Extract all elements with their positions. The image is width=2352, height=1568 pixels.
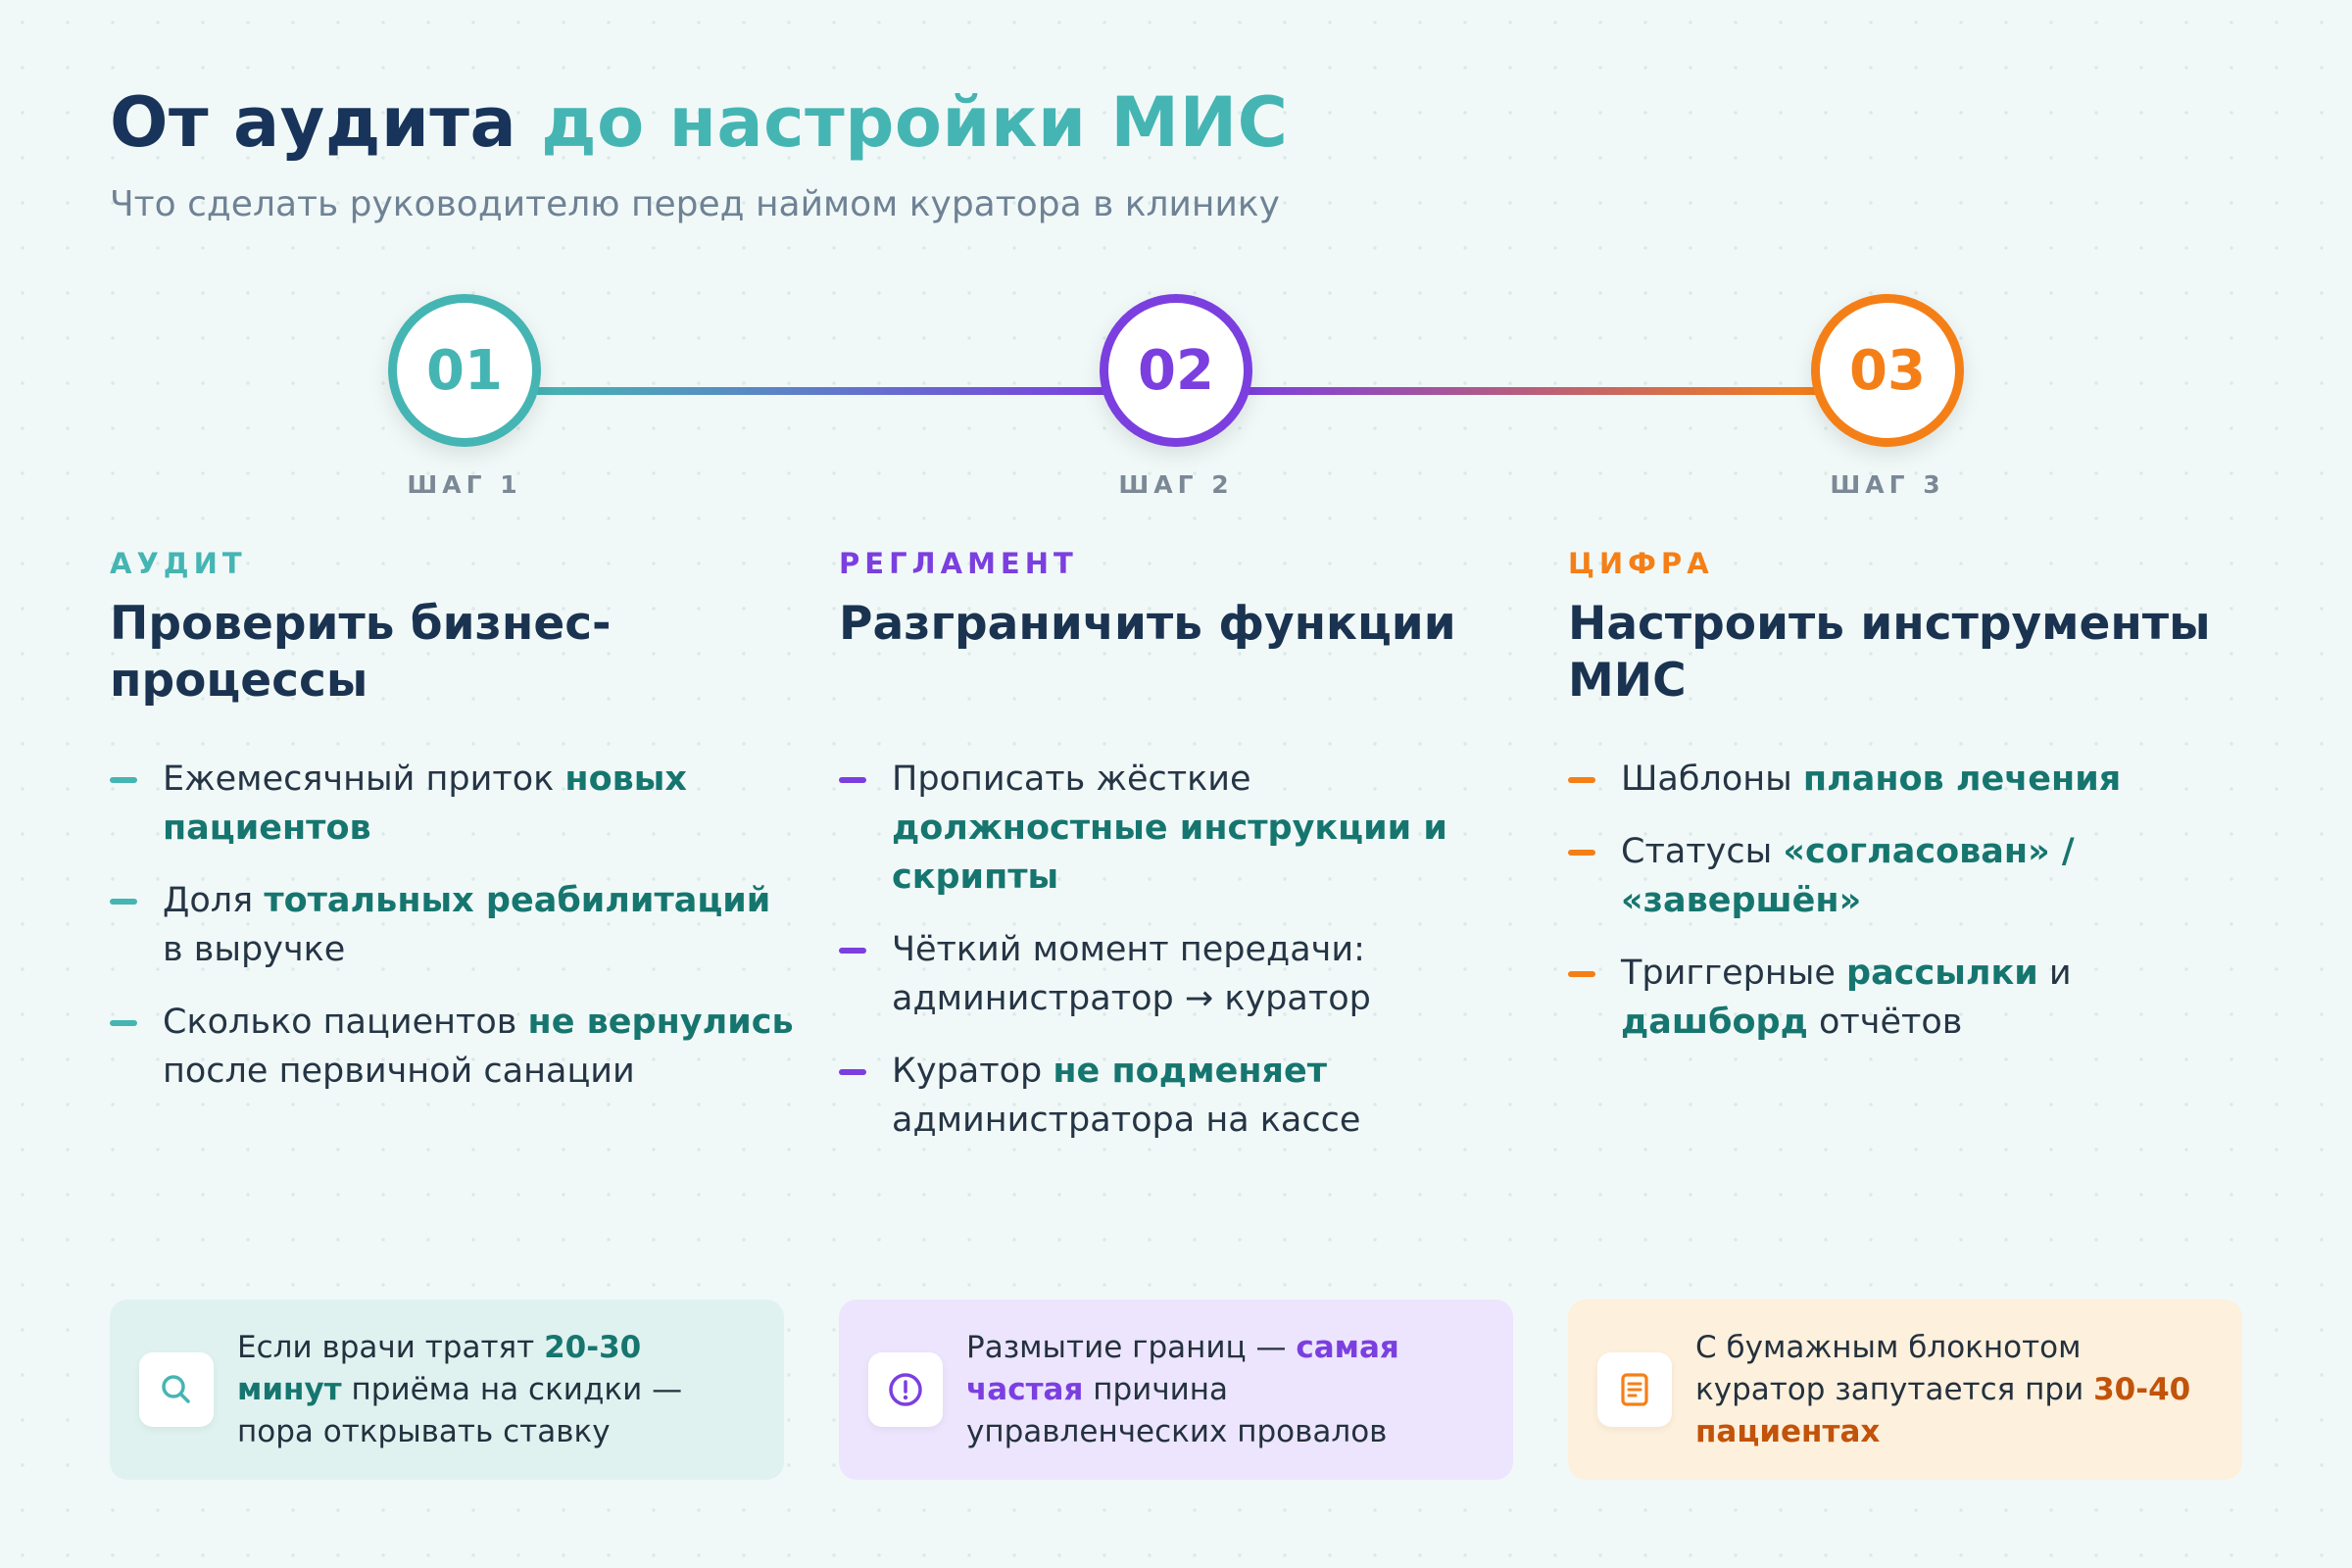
dash-icon bbox=[1568, 777, 1595, 783]
heading-line-1: Настроить инструменты bbox=[1568, 597, 2211, 651]
heading-line-1: Проверить бизнес- bbox=[110, 597, 612, 651]
list-item: Доля тотальных реабилитаций в выручке bbox=[110, 876, 796, 974]
list-item: Триггерные рассылки и дашборд отчётов bbox=[1568, 949, 2254, 1047]
steps-timeline bbox=[0, 294, 2352, 510]
list-item: Шаблоны планов лечения bbox=[1568, 755, 2254, 804]
dash-icon bbox=[1568, 850, 1595, 856]
tip-card-2 bbox=[839, 1299, 1513, 1480]
page-subtitle: Что сделать руководителю перед наймом куратора в клинику bbox=[110, 184, 1280, 224]
bullet-list bbox=[839, 755, 1525, 1145]
column-kicker: АУДИТ bbox=[110, 547, 247, 580]
list-item: Ежемесячный приток новых пациентов bbox=[110, 755, 796, 853]
page-title bbox=[110, 82, 1289, 163]
column-heading bbox=[839, 596, 1525, 710]
connector-segment-2 bbox=[1245, 387, 1819, 395]
step-circle-1 bbox=[388, 294, 541, 447]
title-main: От аудита bbox=[110, 82, 517, 163]
dash-icon bbox=[839, 948, 866, 954]
alert-circle-icon bbox=[868, 1352, 943, 1427]
column-heading bbox=[1568, 596, 2254, 710]
column-audit bbox=[110, 547, 796, 1119]
bullet-list bbox=[1568, 755, 2254, 1047]
card-text: С бумажным блокнотом куратор запутается при 30-40 пациентах bbox=[1695, 1329, 2191, 1449]
document-icon bbox=[1597, 1352, 1672, 1427]
list-item: Чёткий момент передачи: администратор → куратор bbox=[839, 925, 1525, 1023]
list-item: Сколько пациентов не вернулись после первичной санации bbox=[110, 998, 796, 1096]
dash-icon bbox=[1568, 971, 1595, 977]
step-number-2: 02 bbox=[1138, 338, 1214, 403]
column-kicker: ЦИФРА bbox=[1568, 547, 1714, 580]
step-circle-2 bbox=[1100, 294, 1252, 447]
dash-icon bbox=[110, 1020, 137, 1026]
heading-line-2: МИС bbox=[1568, 654, 1687, 708]
step-number-1: 01 bbox=[426, 338, 503, 403]
card-text: Размытие границ — самая частая причина управленческих провалов bbox=[966, 1329, 1399, 1449]
tip-card-3 bbox=[1568, 1299, 2242, 1480]
dash-icon bbox=[110, 777, 137, 783]
bullet-list bbox=[110, 755, 796, 1096]
step-circle-3 bbox=[1811, 294, 1964, 447]
step-label-1: ШАГ 1 bbox=[407, 470, 522, 499]
heading-line-2 bbox=[839, 653, 1525, 710]
step-number-3: 03 bbox=[1849, 338, 1926, 403]
search-icon bbox=[139, 1352, 214, 1427]
dash-icon bbox=[839, 1069, 866, 1075]
column-kicker: РЕГЛАМЕНТ bbox=[839, 547, 1078, 580]
list-item: Прописать жёсткие должностные инструкции и скрипты bbox=[839, 755, 1525, 902]
heading-line-2: процессы bbox=[110, 654, 368, 708]
connector-segment-1 bbox=[534, 387, 1108, 395]
tip-card-1 bbox=[110, 1299, 784, 1480]
list-item: Статусы «согласован» / «завершён» bbox=[1568, 827, 2254, 925]
step-label-2: ШАГ 2 bbox=[1118, 470, 1234, 499]
step-label-3: ШАГ 3 bbox=[1830, 470, 1945, 499]
list-item: Куратор не подменяет администратора на кассе bbox=[839, 1047, 1525, 1145]
column-reglament bbox=[839, 547, 1525, 1168]
column-cifra bbox=[1568, 547, 2254, 1070]
card-text: Если врачи тратят 20-30 минут приёма на скидки — пора открывать ставку bbox=[237, 1329, 683, 1449]
heading-line-1: Разграничить функции bbox=[839, 597, 1456, 651]
dash-icon bbox=[110, 899, 137, 905]
dash-icon bbox=[839, 777, 866, 783]
column-heading bbox=[110, 596, 796, 710]
title-accent: до настройки МИС bbox=[541, 82, 1289, 163]
